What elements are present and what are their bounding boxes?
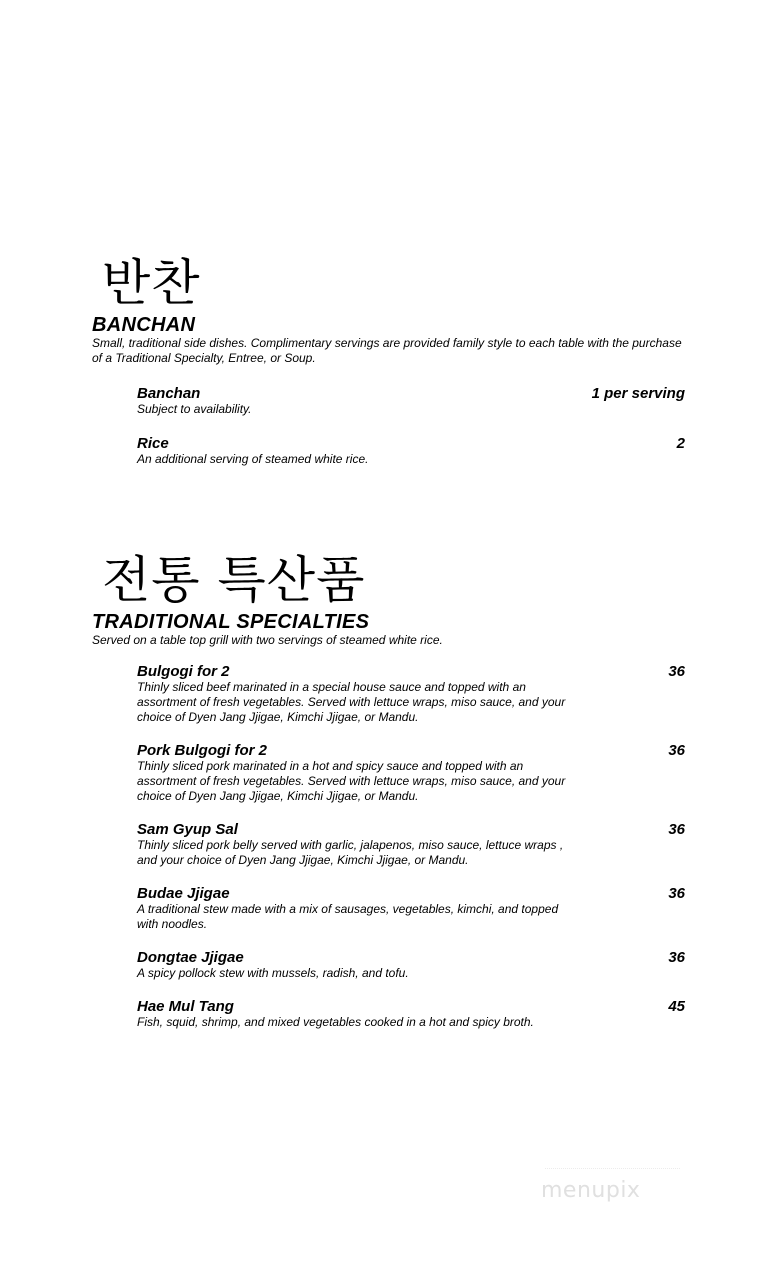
traditional-description: Served on a table top grill with two servings of steamed white rice. xyxy=(92,633,443,647)
menu-item-description: Fish, squid, shrimp, and mixed vegetables cooked in a hot and spicy broth. xyxy=(137,1015,534,1029)
menu-item-price: 36 xyxy=(668,742,685,759)
menu-item-description: An additional serving of steamed white rice. xyxy=(137,452,369,466)
menu-item-name: Rice xyxy=(137,435,169,452)
menu-item-price: 2 xyxy=(676,435,685,452)
menu-item-name: Banchan xyxy=(137,385,201,402)
menu-item-description: A traditional stew made with a mix of sausages, vegetables, kimchi, and topped with noodles. xyxy=(137,902,559,931)
menu-item-description: A spicy pollock stew with mussels, radish, and tofu. xyxy=(137,966,409,980)
traditional-korean-title: 전통 특산품 xyxy=(102,551,366,609)
menu-item-banchan xyxy=(137,385,685,417)
menu-item-name: Bulgogi for 2 xyxy=(137,663,230,680)
menu-item-pork-bulgogi xyxy=(137,742,685,804)
menu-item-description: Subject to availability. xyxy=(137,402,252,416)
menu-item-name: Dongtae Jjigae xyxy=(137,949,244,966)
menu-item-description: Thinly sliced beef marinated in a special house sauce and topped with an assortment of fresh vegetables. Served with lettuce wraps, miso sauce, and your choice of Dyen Jang Jjigae, Kimchi Jjigae, or Mandu. xyxy=(137,680,566,724)
menu-item-price: 36 xyxy=(668,821,685,838)
menu-item-hae-mul-tang xyxy=(137,998,685,1030)
menu-item-bulgogi xyxy=(137,663,685,725)
menu-item-rice xyxy=(137,435,685,467)
banchan-section xyxy=(92,252,692,485)
menu-item-name: Budae Jjigae xyxy=(137,885,230,902)
banchan-item-list xyxy=(137,385,685,467)
menu-item-budae-jjigae xyxy=(137,885,685,932)
menu-item-dongtae-jjigae xyxy=(137,949,685,981)
menu-item-name: Pork Bulgogi for 2 xyxy=(137,742,268,759)
traditional-item-list xyxy=(137,663,685,1030)
menu-item-price: 36 xyxy=(668,949,685,966)
watermark-divider xyxy=(545,1168,680,1169)
menu-item-description: Thinly sliced pork marinated in a hot and spicy sauce and topped with an assortment of fresh vegetables. Served with lettuce wraps, miso sauce, and your choice of Dyen Jang Jjigae, Kimchi Jjigae, or Mandu. xyxy=(137,759,566,803)
traditional-title: TRADITIONAL SPECIALTIES xyxy=(92,611,370,633)
menu-item-name: Sam Gyup Sal xyxy=(137,821,238,838)
watermark-logo: menupix xyxy=(541,1178,641,1203)
menu-item-price: 36 xyxy=(668,663,685,680)
menu-item-sam-gyup-sal xyxy=(137,821,685,868)
menu-item-price: 45 xyxy=(668,998,685,1015)
banchan-korean-title: 반찬 xyxy=(102,254,201,312)
banchan-title: BANCHAN xyxy=(92,314,196,336)
menu-item-price: 36 xyxy=(668,885,685,902)
menu-item-name: Hae Mul Tang xyxy=(137,998,234,1015)
menu-item-description: Thinly sliced pork belly served with garlic, jalapenos, miso sauce, lettuce wraps , and your choice of Dyen Jang Jjigae, Kimchi Jjigae, or Mandu. xyxy=(137,838,564,867)
banchan-description: Small, traditional side dishes. Complimentary servings are provided family style to each table with the purchase of a Traditional Specialty, Entree, or Soup. xyxy=(92,336,682,365)
traditional-specialties-section xyxy=(92,549,692,1047)
menu-item-price: 1 per serving xyxy=(591,385,685,402)
